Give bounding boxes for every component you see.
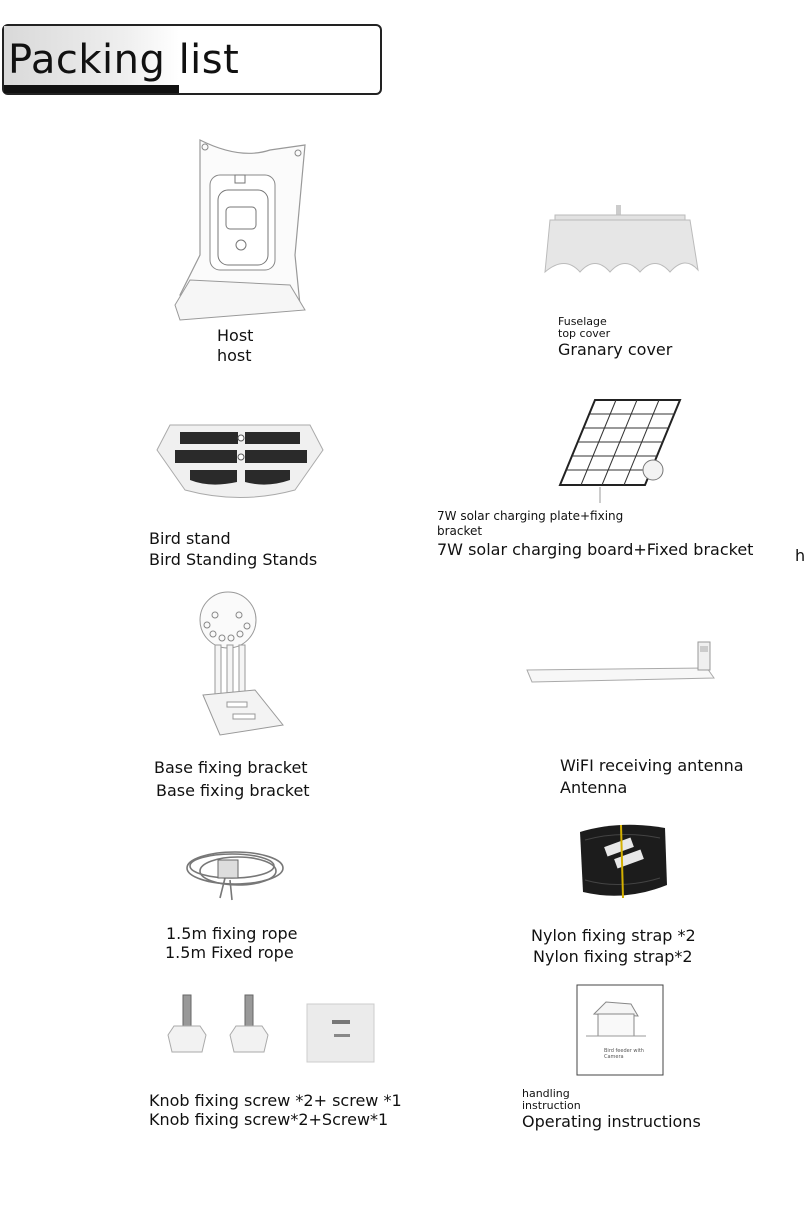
screws-label: Knob fixing screw *2+ screw *1	[149, 1091, 402, 1110]
host-label-2: host	[217, 346, 252, 365]
bird-stand-label-2: Bird Standing Stands	[149, 550, 318, 569]
host-image	[170, 135, 310, 325]
solar-label: 7W solar charging board+Fixed bracket	[437, 540, 754, 559]
strap-image	[575, 820, 670, 900]
manual-label: Operating instructions	[522, 1112, 701, 1131]
antenna-label: WiFI receiving antenna	[560, 756, 744, 775]
base-bracket-label-2: Base fixing bracket	[156, 781, 310, 800]
manual-cover-text: Bird feeder with Camera	[604, 1048, 644, 1060]
bird-stand-label: Bird stand	[149, 529, 231, 548]
manual-small-text: handling instruction	[522, 1087, 581, 1112]
manual-small-label	[522, 1088, 582, 1112]
rope-label: 1.5m fixing rope	[166, 924, 298, 943]
screws-label-2: Knob fixing screw*2+Screw*1	[149, 1110, 389, 1129]
base-bracket-image	[195, 590, 290, 740]
solar-small-label: 7W solar charging plate+fixing bracket	[437, 509, 624, 538]
edge-char: h	[795, 546, 805, 565]
granary-label: Granary cover	[558, 340, 673, 359]
solar-panel-image	[555, 395, 685, 505]
title-box	[2, 24, 382, 95]
base-bracket-label: Base fixing bracket	[154, 758, 308, 777]
host-label: Host	[217, 326, 254, 345]
manual-image	[576, 984, 666, 1078]
granary-small-label	[558, 316, 628, 340]
screws-image	[160, 990, 385, 1070]
strap-label: Nylon fixing strap *2	[531, 926, 696, 945]
granary-cover-image	[540, 200, 700, 285]
antenna-image	[522, 640, 720, 690]
rope-label-2: 1.5m Fixed rope	[165, 943, 294, 962]
bird-stand-image	[155, 420, 325, 500]
strap-label-2: Nylon fixing strap*2	[533, 947, 693, 966]
granary-small-text: Fuselage top cover	[558, 315, 611, 340]
rope-image	[180, 838, 290, 903]
page-title: Packing list	[8, 37, 240, 83]
antenna-label-2: Antenna	[560, 778, 628, 797]
